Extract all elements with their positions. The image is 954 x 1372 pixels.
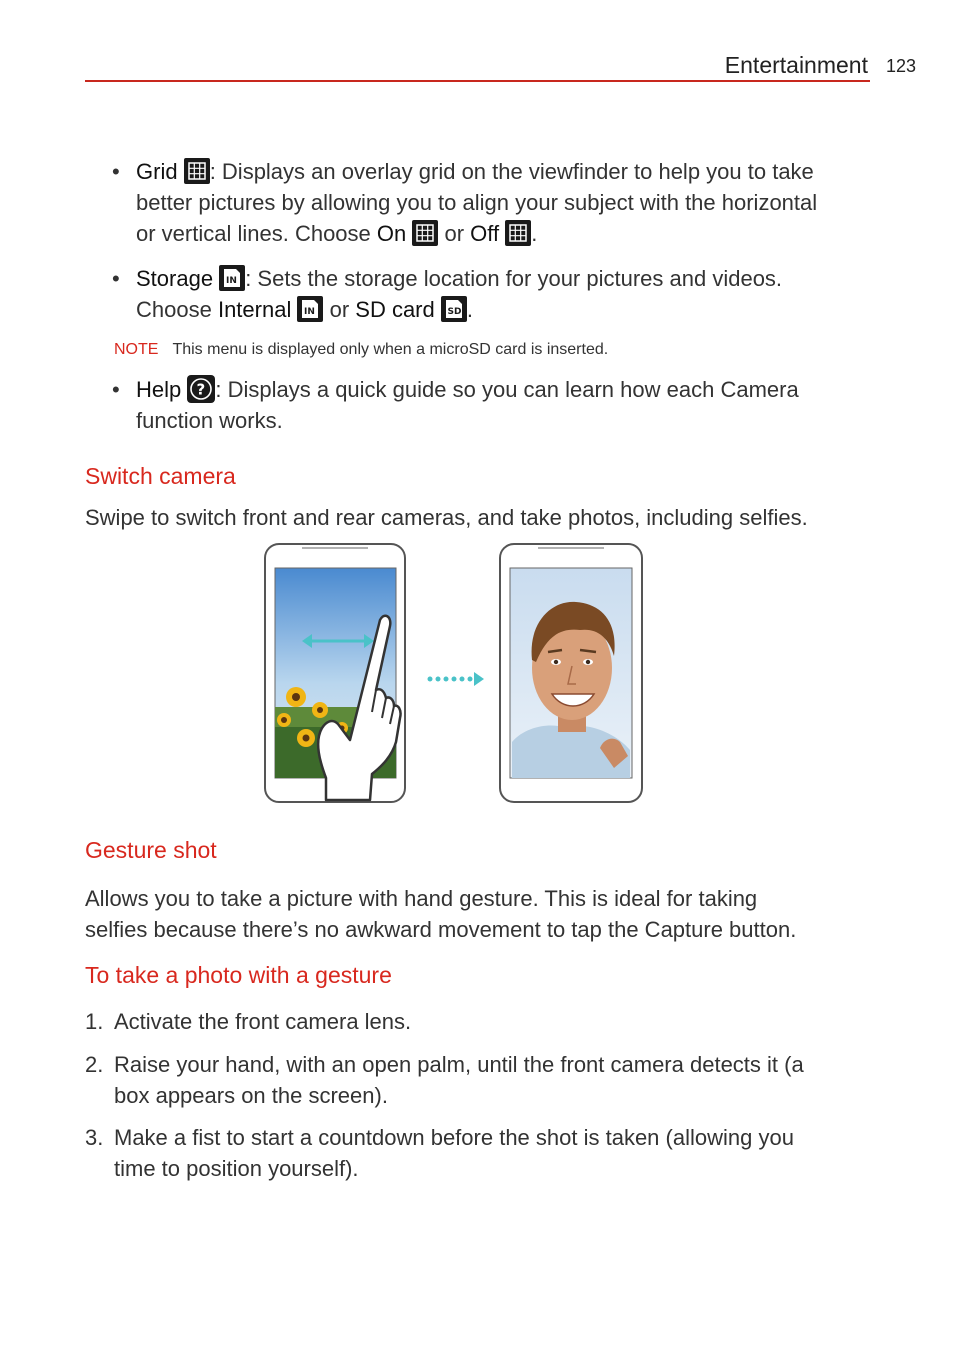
note-text: This menu is displayed only when a microSD card is inserted. (172, 341, 609, 358)
storage-option-internal: Internal (217, 297, 292, 322)
help-term: Help (136, 377, 182, 402)
grid-term: Grid (136, 159, 178, 184)
step-text: Activate the front camera lens. (114, 1009, 412, 1034)
grid-off-icon (505, 220, 531, 246)
switch-arrow (428, 672, 485, 686)
bullet-storage (112, 263, 872, 325)
svg-text:IN: IN (226, 276, 238, 286)
note-label: NOTE (114, 341, 159, 358)
grid-or: or (438, 221, 471, 246)
grid-option-off: Off (470, 221, 500, 246)
grid-icon (184, 158, 210, 184)
front-camera-phone (500, 544, 642, 802)
svg-text:IN: IN (304, 307, 316, 317)
storage-end: . (466, 297, 473, 322)
step-text-cont: box appears on the screen). (114, 1083, 388, 1108)
step-text: Make a fist to start a countdown before the shot is taken (allowing you (114, 1125, 794, 1150)
gesture-shot-line-2: selfies because there’s no awkward movement to tap the Capture button. (85, 917, 797, 942)
grid-desc-1: : Displays an overlay grid on the viewfinder to help you to take (209, 159, 814, 184)
gesture-shot-text (85, 883, 875, 945)
gesture-steps-heading: To take a photo with a gesture (85, 962, 392, 988)
step-number: 3. (85, 1125, 104, 1150)
help-desc-1: : Displays a quick guide so you can learn how each Camera (215, 377, 799, 402)
header-divider (85, 80, 870, 82)
grid-desc-2: better pictures by allowing you to align your subject with the horizontal (136, 190, 818, 215)
step-item (85, 1006, 865, 1037)
help-desc-2: function works. (136, 408, 283, 433)
step-text: Raise your hand, with an open palm, until the front camera detects it (a (114, 1052, 804, 1077)
gesture-shot-heading: Gesture shot (85, 837, 217, 863)
rear-camera-phone (265, 544, 405, 802)
svg-text:?: ? (196, 380, 206, 399)
step-text-cont: time to position yourself). (114, 1156, 359, 1181)
bullet-dot: • (112, 266, 120, 291)
bullet-dot: • (112, 159, 120, 184)
storage-desc-1: : Sets the storage location for your pictures and videos. (245, 266, 783, 291)
page-number: 123 (886, 56, 917, 76)
switch-camera-text: Swipe to switch front and rear cameras, and take photos, including selfies. (85, 505, 808, 530)
gesture-shot-line-1: Allows you to take a picture with hand gesture. This is ideal for taking (85, 886, 758, 911)
help-icon (187, 375, 215, 403)
storage-term: Storage (136, 266, 214, 291)
step-item (85, 1122, 865, 1184)
svg-text:SD: SD (447, 307, 462, 317)
storage-sd-icon (441, 296, 467, 322)
grid-desc-3: or vertical lines. Choose (136, 221, 377, 246)
bullet-grid (112, 156, 872, 249)
grid-on-icon (412, 220, 438, 246)
switch-camera-heading: Switch camera (85, 463, 236, 489)
switch-camera-illustration (262, 542, 646, 811)
storage-or: or (323, 297, 356, 322)
storage-option-sd: SD card (355, 297, 435, 322)
grid-end: . (531, 221, 538, 246)
step-number: 2. (85, 1052, 104, 1077)
bullet-dot: • (112, 377, 120, 402)
bullet-help (112, 374, 872, 436)
note (114, 341, 608, 359)
step-item (85, 1049, 865, 1111)
grid-option-on: On (376, 221, 407, 246)
storage-internal-icon (297, 296, 323, 322)
step-number: 1. (85, 1009, 104, 1034)
storage-desc-2: Choose (136, 297, 218, 322)
section-title: Entertainment (724, 52, 868, 78)
storage-internal-icon (219, 265, 245, 291)
